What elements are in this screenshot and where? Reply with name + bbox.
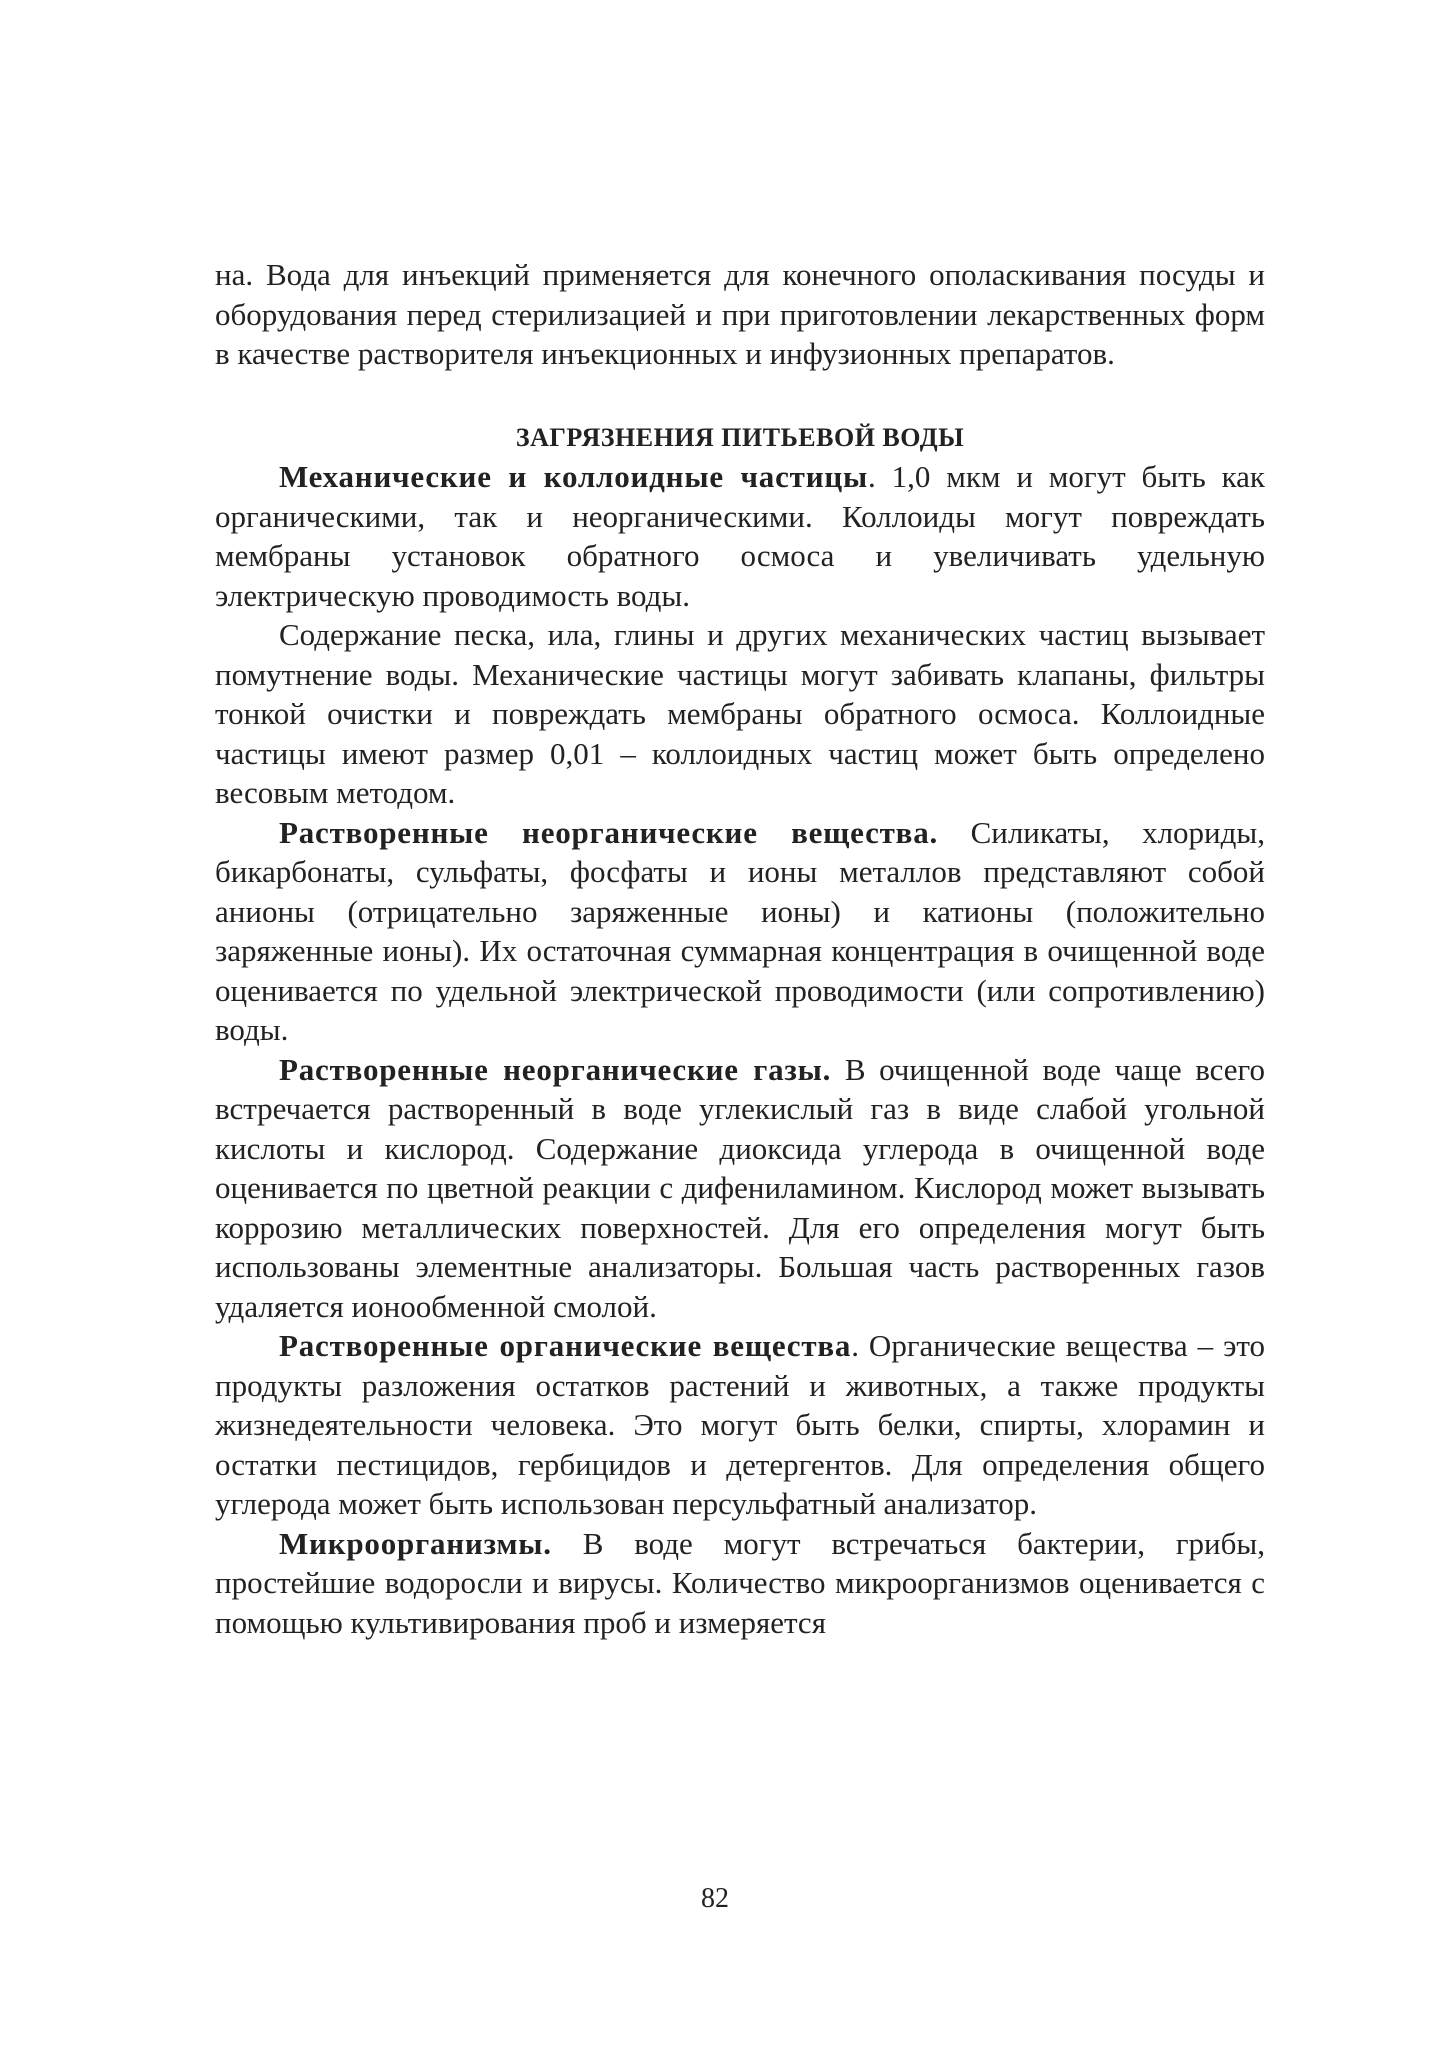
paragraph-text: В очищенной воде чаще всего встречается растворенный в воде углекислый газ в виде слабой угольной кислоты и кислород. Содержание диоксида углерода в очищенной воде оценивается по цветной реакции с дифениламином. Кислород может вызывать коррозию металлических поверхностей. Для его определения могут быть использованы элементные анализаторы. Большая часть растворенных газов удаляется ионообменной смолой.	[215, 1051, 1265, 1324]
paragraph-text: Силикаты, хлориды, бикарбонаты, сульфаты, фосфаты и ионы металлов представляют собой анионы (отрицательно заряженные ионы) и катионы (положительно заряженные ионы). Их остаточная суммарная концентрация в очищенной воде оценивается по удельной электрической проводимости (или сопротивлению) воды.	[215, 814, 1265, 1047]
paragraph-text: . Органические вещества – это продукты разложения остатков растений и животных, а также продукты жизнедеятельности человека. Это могут быть белки, спирты, хлорамин и остатки пестицидов, гербицидов и детергентов. Для определения общего углерода может быть использован персульфатный анализатор.	[215, 1328, 1266, 1521]
paragraph-lead: Растворенные неорганические газы.	[279, 1051, 832, 1087]
section-title: ЗАГРЯЗНЕНИЯ ПИТЬЕВОЙ ВОДЫ	[515, 422, 965, 452]
page-body	[215, 255, 1265, 1642]
paragraph-dissolved-inorganic-substances	[215, 813, 1265, 1050]
paragraph-lead: Микроорганизмы.	[279, 1525, 552, 1561]
paragraph-lead: Растворенные органические вещества	[279, 1328, 852, 1363]
paragraph-text: В воде могут встречаться бактерии, грибы, простейшие водоросли и вирусы. Количество микроорганизмов оценивается с помощью культивирования проб и измеряется	[215, 1525, 1265, 1640]
paragraph-mechanical-particles	[215, 457, 1265, 615]
page-number: 82	[701, 1883, 729, 1914]
paragraph-microorganisms	[215, 1524, 1265, 1643]
intro-paragraph: на. Вода для инъекций применяется для конечного ополаскивания посуды и оборудования перед стерилизацией и при приготовлении лекарственных форм в качестве растворителя инъекционных и инфузионных препаратов.	[215, 257, 1265, 371]
paragraph-dissolved-organic-substances	[215, 1326, 1265, 1524]
paragraph-text: . 1,0 мкм и могут быть как органическими, так и неорганическими. Коллоиды могут повреждать мембраны установок обратного осмоса и увеличивать удельную электрическую проводимость воды.	[215, 459, 1265, 613]
paragraph-lead: Механические и коллоидные частицы	[279, 459, 869, 494]
paragraph-dissolved-inorganic-gases	[215, 1050, 1265, 1327]
paragraph-text: Содержание песка, ила, глины и других механических частиц вызывает помутнение воды. Механические частицы могут забивать клапаны, фильтры тонкой очистки и повреждать мембраны обратного осмоса. Коллоидные частицы имеют размер 0,01 – коллоидных частиц может быть определено весовым методом.	[215, 617, 1265, 810]
paragraph-lead: Растворенные неорганические вещества.	[279, 814, 939, 850]
paragraph-sand-silt	[215, 615, 1265, 813]
